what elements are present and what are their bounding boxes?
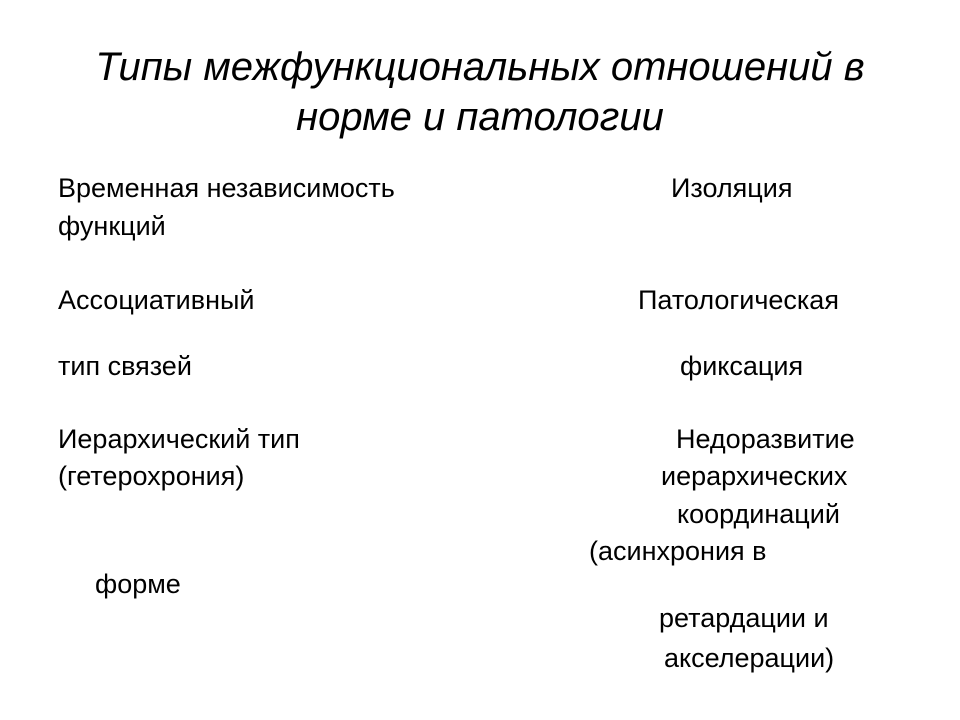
left-text-line: функций xyxy=(58,211,166,241)
title-line-1: Типы межфункциональных отношений в xyxy=(95,45,865,89)
right-text-line: Недоразвитие xyxy=(676,424,855,454)
left-text-line: форме xyxy=(95,569,181,599)
right-text-line: фиксация xyxy=(680,351,804,381)
right-text-line: акселерации) xyxy=(664,643,835,673)
left-text-line: Ассоциативный xyxy=(58,285,255,315)
right-text-line: (асинхрония в xyxy=(589,536,767,566)
left-text-line: тип связей xyxy=(58,351,192,381)
left-text-line: Иерархический тип xyxy=(58,424,300,454)
right-text-line: Патологическая xyxy=(638,285,839,315)
left-text-line: (гетерохрония) xyxy=(58,461,245,491)
title-line-2: норме и патологии xyxy=(296,95,664,139)
right-text-line: координаций xyxy=(677,499,840,529)
slide-title xyxy=(40,42,920,142)
right-text-line: Изоляция xyxy=(671,173,793,203)
left-text-line: Временная независимость xyxy=(58,173,395,203)
right-text-line: иерархических xyxy=(661,461,848,491)
right-text-line: ретардации и xyxy=(659,603,829,633)
